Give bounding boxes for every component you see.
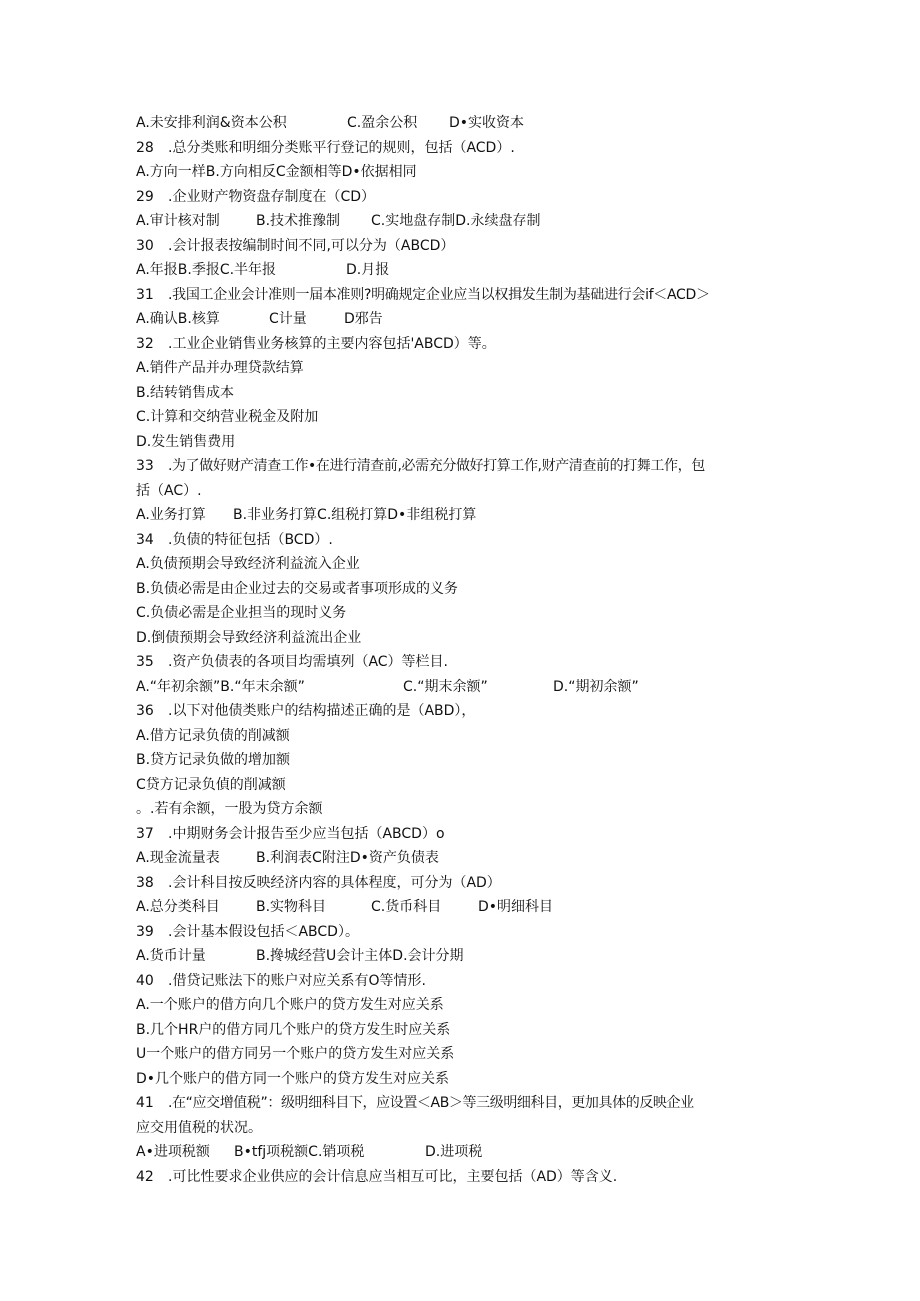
options-line [136, 895, 796, 920]
text-line: B.贷方记录负做的增加额 [136, 752, 291, 768]
text-line: 应交用值税的状况。 [136, 1119, 262, 1136]
question-number: 30 [136, 237, 154, 254]
question-line [136, 822, 796, 847]
question-text: .可比性要求企业供应的会计信息应当相互可比，主要包括（AD）等含义. [168, 1168, 618, 1185]
options-line [136, 209, 796, 234]
question-line [136, 332, 796, 357]
option-text: C.货币科目 [371, 899, 442, 915]
text-line: A.一个账户的借方向几个账户的贷方发生对应关系 [136, 997, 444, 1013]
text-line: 。.若有余额，一股为贷方余额 [136, 801, 323, 817]
option-text: B.非业务打算C.组税打算D•非组税打算 [233, 507, 477, 523]
question-number: 35 [136, 654, 154, 670]
question-number: 42 [136, 1168, 154, 1185]
option-text: C.盈余公积 [347, 115, 418, 131]
question-line [136, 283, 796, 308]
question-list [136, 111, 796, 1189]
question-number: 34 [136, 531, 154, 548]
option-text: B.利润表C附注D•资产负债表 [256, 850, 439, 866]
question-line [136, 969, 796, 994]
question-text: .借贷记账法下的账户对应关系有O等情形. [168, 972, 426, 989]
question-line [136, 528, 796, 553]
option-text: B.搀城经营U会计主体D.会计分期 [256, 948, 464, 964]
text-line: A.负债预期会导致经济利益流入企业 [136, 556, 360, 572]
text-line: 括（AC）. [136, 482, 202, 499]
question-number: 38 [136, 874, 154, 891]
text-line: D.倒债预期会导致经济利益流出企业 [136, 629, 362, 646]
text-line: D.发生销售费用 [136, 433, 236, 450]
question-number: 32 [136, 335, 154, 352]
question-number: 33 [136, 458, 154, 474]
question-number: 41 [136, 1095, 154, 1111]
text-line: A.方向一样B.方向相反C金额相等D•依据相同 [136, 164, 417, 180]
option-text: A.“年初余额”B.“年末余额” [136, 678, 305, 695]
option-text: A.总分类科目 [136, 899, 220, 915]
question-text: .总分类账和明细分类账平行登记的规则，包括（ACD）. [168, 139, 515, 156]
option-text: C.“期末余额” [403, 678, 488, 695]
option-text: B.技术推豫制 [256, 213, 341, 229]
question-text: .中期财务会计报告至少应当包括（ABCD）o [168, 825, 445, 842]
option-text: C计量 [269, 311, 307, 327]
question-number: 29 [136, 188, 154, 205]
option-text: A.年报B.季报C.半年报 [136, 262, 277, 278]
question-text: .资产负债表的各项目均需填列（AC）等栏目. [168, 654, 449, 670]
option-text: A.未安排利润&资本公积 [136, 115, 287, 131]
options-line [136, 1140, 796, 1165]
text-line: U一个账户的借方同另一个账户的贷方发生对应关系 [136, 1046, 455, 1062]
text-line: C贷方记录负偵的削减额 [136, 776, 286, 793]
text-line: B.几个HR户的借方同几个账户的贷方发生时应关系 [136, 1021, 451, 1038]
question-number: 37 [136, 825, 154, 842]
question-line [136, 234, 796, 259]
option-text: B.实物科目 [256, 899, 327, 915]
option-text: A.货币计量 [136, 948, 206, 964]
question-text: .为了做好财产清查工作•在进行清查前,必需充分做好打算工作,财产清查前的打舞工作，包 [168, 458, 705, 474]
question-line [136, 650, 796, 675]
option-text: B•tfj项税额C.销项税 [234, 1144, 365, 1160]
options-line [136, 258, 796, 283]
option-text: D•明细科目 [478, 899, 554, 915]
option-text: C.实地盘存制D.永续盘存制 [371, 213, 541, 229]
options-line [136, 846, 796, 871]
option-text: A.业务打算 [136, 507, 206, 523]
question-text: .负债的特征包括（BCD）. [168, 531, 333, 548]
option-text: D.“期初余额” [553, 678, 639, 695]
question-number: 40 [136, 972, 154, 989]
question-line [136, 920, 796, 945]
options-line [136, 307, 796, 332]
question-text: .在“应交增值税”：级明细科目下，应设置＜AB＞等三级明细科目，更加具体的反映企业 [168, 1095, 694, 1111]
text-line: D•几个账户的借方同一个账户的贷方发生对应关系 [136, 1070, 450, 1087]
text-line: A.借方记录负债的削减额 [136, 727, 290, 744]
question-line [136, 136, 796, 161]
question-number: 28 [136, 139, 154, 156]
option-text: A.确认B.核算 [136, 311, 220, 327]
question-line [136, 454, 796, 479]
question-text: .以下对他债类账户的结构描述正确的是（ABD）， [168, 703, 476, 719]
option-text: D.月报 [346, 262, 390, 278]
question-line [136, 871, 796, 896]
question-text: .工业企业销售业务核算的主要内容包括'ABCD）等。 [168, 335, 496, 352]
option-text: A.审计核对制 [136, 213, 220, 229]
options-line [136, 503, 796, 528]
option-text: D邪告 [344, 311, 383, 327]
option-text: D•实收资本 [449, 115, 525, 131]
options-line [136, 675, 796, 700]
options-line [136, 944, 796, 969]
text-line: C.计算和交纳营业税金及附加 [136, 409, 319, 425]
text-line: B.负债必需是由企业过去的交易或者事项形成的义务 [136, 580, 459, 597]
question-line [136, 1165, 796, 1190]
question-text: .会计基本假设包括＜ABCD）。 [168, 923, 359, 940]
text-line: C.负债必需是企业担当的现时义务 [136, 605, 347, 621]
question-text: .企业财产物资盘存制度在（CD） [168, 188, 376, 205]
question-text: .我国工企业会计准则一届本准则?明确规定企业应当以权揖发生制为基础进行会if＜ACD＞ [168, 286, 710, 303]
question-line [136, 1091, 796, 1116]
question-text: .会计报表按编制时间不同,可以分为（ABCD） [168, 237, 455, 254]
question-number: 31 [136, 286, 154, 303]
question-line [136, 699, 796, 724]
question-number: 39 [136, 923, 154, 940]
option-text: D.进项税 [425, 1144, 483, 1160]
question-text: .会计科目按反映经济内容的具体程度，可分为（AD） [168, 874, 501, 891]
text-line: A.销件产品并办理贷款结算 [136, 360, 304, 376]
text-line: B.结转销售成本 [136, 384, 235, 401]
options-line [136, 111, 796, 136]
question-line [136, 185, 796, 210]
question-number: 36 [136, 703, 154, 719]
option-text: A.现金流量表 [136, 850, 220, 866]
option-text: A•进项税额 [136, 1144, 210, 1160]
